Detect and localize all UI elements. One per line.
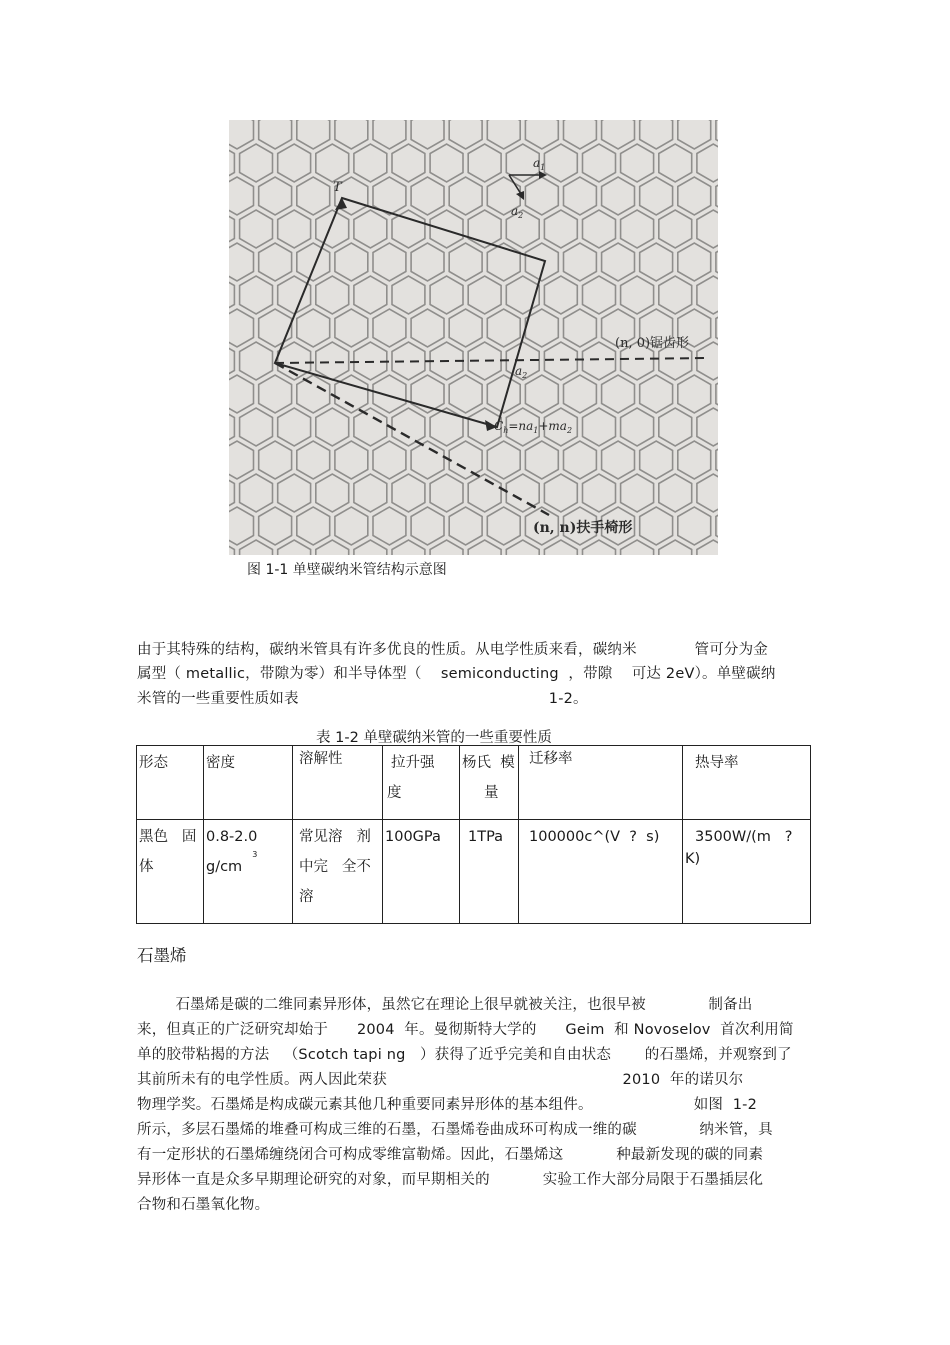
paragraph2-line5: 物理学奖。石墨烯是构成碳元素其他几种重要同素异形体的基本组件。 如图 1-2 [137, 1097, 757, 1113]
header-cell-mobility: 迁移率 [519, 746, 683, 820]
header-cell-modulus: 杨氏 模 量 [460, 746, 519, 820]
header-cell-density: 密度 [204, 746, 293, 820]
zigzag-label: (n, 0)锯齿形 [615, 336, 690, 351]
paragraph2-line6: 所示，多层石墨烯的堆叠可构成三维的石墨，石墨烯卷曲成环可构成一维的碳 纳米管，具 [137, 1122, 773, 1138]
section-title: 石墨烯 [137, 946, 187, 965]
paragraph2-line7: 有一定形状的石墨烯缠绕闭合可构成零维富勒烯。因此，石墨烯这 种最新发现的碳的同素 [137, 1147, 764, 1163]
header-cell-form: 形态 [137, 746, 204, 820]
cell-density: 0.8-2.0 $g/cm^3$ [204, 820, 293, 924]
figure-caption: 图 1-1 单壁碳纳米管结构示意图 [247, 562, 447, 578]
properties-table [136, 745, 811, 924]
a2-mid-label: $a_2$ [515, 364, 528, 380]
header-cell-thermal: 热导率 [683, 746, 811, 820]
header-cell-strength: 拉升强 度 [383, 746, 460, 820]
header-cell-solubility: 溶解性 [293, 746, 383, 820]
paragraph2-line4: 其前所未有的电学性质。两人因此荣获 2010 年的诺贝尔 [137, 1072, 744, 1088]
a1-label: $a_1$ [533, 156, 546, 172]
paragraph2-line9: 合物和石墨氧化物。 [137, 1197, 270, 1213]
paragraph1-line2: 属型（ metallic，带隙为零）和半导体型（ semiconducting ，带隙 可达 2eV）。单壁碳纳 [137, 666, 776, 682]
density-superscript: 3 [252, 850, 258, 859]
paragraph2-line3: 单的胶带粘揭的方法 （Scotch tapi ng ）获得了近乎完美和自由状态 的石墨烯，并观察到了 [137, 1047, 792, 1063]
paragraph1-line3: 米管的一些重要性质如表 1-2。 [137, 691, 588, 707]
cell-strength: 100GPa [383, 820, 460, 924]
paragraph1-line1: 由于其特殊的结构，碳纳米管具有许多优良的性质。从电学性质来看，碳纳米 管可分为金 [137, 642, 769, 658]
nanotube-structure-figure [229, 120, 718, 555]
paragraph2-line1: 石墨烯是碳的二维同素异形体，虽然它在理论上很早就被关注，也很早被 制备出 [137, 997, 753, 1013]
cell-solubility: 常见溶 剂 中完 全不 溶 [293, 820, 383, 924]
armchair-label: (n, n)扶手椅形 [533, 520, 633, 536]
table-header-row [137, 746, 811, 820]
lattice-diagram [229, 120, 718, 555]
cell-form: 黑色 固 体 [137, 820, 204, 924]
table-row [137, 820, 811, 924]
ch-equation-label: $C_h=na_1+ma_2$ [494, 419, 573, 435]
cell-mobility: 100000c^(V ? s) [519, 820, 683, 924]
paragraph2-line8: 异形体一直是众多早期理论研究的对象，而早期相关的 实验工作大部分局限于石墨插层化 [137, 1172, 764, 1188]
t-label: T [333, 180, 342, 195]
cell-modulus: 1TPa [460, 820, 519, 924]
table-caption: 表 1-2 单壁碳纳米管的一些重要性质 [316, 730, 552, 746]
cell-thermal: 3500W/(m ? K) [683, 820, 811, 924]
a2-label: $a_2$ [511, 204, 524, 220]
paragraph2-line2: 来，但真正的广泛研究却始于 2004 年。曼彻斯特大学的 Geim 和 Novoselov 首次利用简 [137, 1022, 794, 1038]
